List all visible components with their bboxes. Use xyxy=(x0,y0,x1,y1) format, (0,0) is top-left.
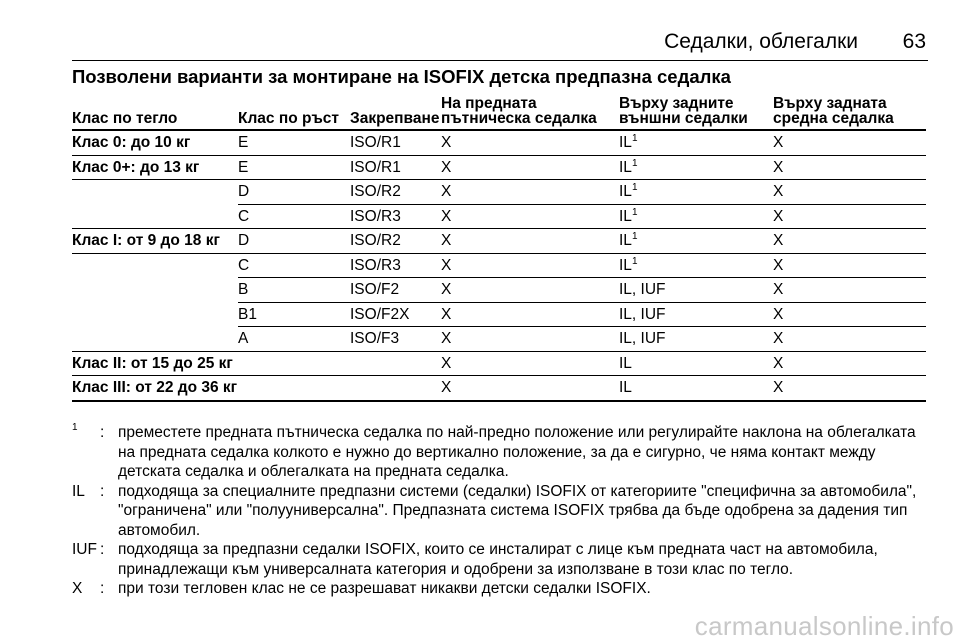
cell-text: X xyxy=(773,207,784,225)
note-item xyxy=(72,579,928,599)
cell-text: X xyxy=(773,158,784,176)
cell-text: IL xyxy=(619,354,632,372)
table-cell xyxy=(441,204,619,229)
table-cell xyxy=(72,253,238,278)
note-colon: : xyxy=(100,541,105,558)
table-cell xyxy=(441,130,619,155)
note-text: подходяща за специалните предпазни системи (седалки) ISOFIX от категориите "специфична за автомобила", "ограничена" или "полууниверсална". Предпазната система ISOFIX трябва да бъде одобрена за дадения тип автомобил. xyxy=(118,482,917,539)
page-number: 63 xyxy=(902,30,926,53)
table-cell xyxy=(773,130,926,155)
footnote-ref: 1 xyxy=(631,255,638,267)
cell-text: IL, IUF xyxy=(619,281,666,299)
table-cell xyxy=(441,155,619,180)
notes xyxy=(72,423,928,599)
cell-text: ISO/R3 xyxy=(350,207,401,225)
table-cell xyxy=(72,327,238,352)
cell-text: ISO/R3 xyxy=(350,256,401,274)
table-cell xyxy=(441,253,619,278)
table-cell xyxy=(72,180,238,205)
table-cell xyxy=(238,180,350,205)
table-cell xyxy=(441,278,619,303)
cell-text: Клас 0: до 10 кг xyxy=(72,134,191,152)
footnote-ref: 1 xyxy=(631,133,638,145)
table-cell xyxy=(619,327,773,352)
table-cell xyxy=(72,376,238,401)
table-cell xyxy=(441,376,619,401)
table-cell xyxy=(441,229,619,254)
table-cell xyxy=(238,204,350,229)
table-row xyxy=(72,351,926,376)
table-cell xyxy=(72,302,238,327)
table-cell xyxy=(72,130,238,155)
chapter-title: Седалки, облегалки xyxy=(664,30,858,53)
cell-text: ISO/F3 xyxy=(350,330,400,348)
table-cell xyxy=(238,130,350,155)
cell-text: ISO/R2 xyxy=(350,232,401,250)
footnote-ref: 1 xyxy=(631,231,638,243)
table-cell xyxy=(350,327,441,352)
cell-text: X xyxy=(441,305,452,323)
table-cell xyxy=(350,302,441,327)
cell-text: A xyxy=(238,330,249,348)
col-header-weight-class: Клас по тегло xyxy=(72,96,238,130)
table-cell xyxy=(773,376,926,401)
note-text: подходяща за предпазни седалки ISOFIX, които се инсталират с лице към предната част на автомобила, принадлежащи към универсалната категория и одобрени за използване в този клас по тегло. xyxy=(118,541,878,578)
table-cell xyxy=(773,180,926,205)
note-item xyxy=(72,423,928,482)
table-cell xyxy=(773,302,926,327)
cell-text: IL, IUF xyxy=(619,305,666,323)
note-colon: : xyxy=(100,482,105,500)
watermark: carmanualsonline.info xyxy=(694,611,954,641)
cell-text: X xyxy=(441,183,452,201)
isofix-table xyxy=(72,96,926,402)
note-key xyxy=(72,423,100,482)
table-cell xyxy=(350,278,441,303)
cell-text: X xyxy=(773,256,784,274)
table-cell xyxy=(350,351,441,376)
table-cell xyxy=(773,278,926,303)
note-colon: : xyxy=(100,580,105,597)
table-cell xyxy=(773,155,926,180)
table-cell xyxy=(619,253,773,278)
table-cell xyxy=(72,204,238,229)
page-header xyxy=(72,30,928,61)
cell-text: X xyxy=(441,134,452,152)
note-item xyxy=(72,540,928,579)
table-cell xyxy=(619,351,773,376)
col-header-size-class: Клас по ръст xyxy=(238,96,350,130)
note-key: IL xyxy=(72,482,85,500)
table-row xyxy=(72,180,926,205)
cell-text: X xyxy=(773,330,784,348)
table-row xyxy=(72,229,926,254)
table-cell xyxy=(350,204,441,229)
note-key-sup: 1 xyxy=(72,422,78,433)
cell-text: X xyxy=(441,207,452,225)
table-cell xyxy=(350,376,441,401)
cell-text: ISO/R1 xyxy=(350,134,401,152)
table-cell xyxy=(238,278,350,303)
table-cell xyxy=(619,278,773,303)
cell-text: IL xyxy=(619,256,632,274)
cell-text: X xyxy=(773,354,784,372)
note-item xyxy=(72,482,928,541)
table-row xyxy=(72,155,926,180)
table-cell xyxy=(619,302,773,327)
table-header-row xyxy=(72,96,926,130)
cell-text: IL xyxy=(619,207,632,225)
col-header-fixture: Закрепване xyxy=(350,96,441,130)
table-cell xyxy=(238,155,350,180)
cell-text: E xyxy=(238,134,249,152)
cell-text: X xyxy=(441,158,452,176)
table-row xyxy=(72,376,926,401)
cell-text: X xyxy=(773,379,784,397)
table-cell xyxy=(238,253,350,278)
cell-text: Клас 0+: до 13 кг xyxy=(72,158,200,176)
table-cell xyxy=(441,180,619,205)
table-cell xyxy=(350,229,441,254)
section-title: Позволени варианти за монтиране на ISOFIX детска предпазна седалка xyxy=(72,66,731,87)
col-header-rear-center: Върху задната средна седалка xyxy=(773,96,926,130)
cell-text: ISO/R1 xyxy=(350,158,401,176)
cell-text: X xyxy=(773,134,784,152)
table-cell xyxy=(619,229,773,254)
table-cell xyxy=(72,351,238,376)
footnote-ref: 1 xyxy=(631,182,638,194)
table-cell xyxy=(773,253,926,278)
cell-text: E xyxy=(238,158,249,176)
cell-text: IL xyxy=(619,379,632,397)
cell-text: Клас III: от 22 до 36 кг xyxy=(72,379,238,397)
cell-text: IL xyxy=(619,158,632,176)
table-cell xyxy=(238,327,350,352)
cell-text: X xyxy=(773,281,784,299)
table-cell xyxy=(619,155,773,180)
cell-text: ISO/F2X xyxy=(350,305,410,323)
table-row xyxy=(72,130,926,155)
table-cell xyxy=(619,180,773,205)
cell-text: C xyxy=(238,207,250,225)
table-cell xyxy=(619,204,773,229)
cell-text: C xyxy=(238,256,250,274)
cell-text: X xyxy=(773,183,784,201)
table-cell xyxy=(350,130,441,155)
cell-text: ISO/R2 xyxy=(350,183,401,201)
cell-text: IL xyxy=(619,232,632,250)
table-row xyxy=(72,278,926,303)
table-cell xyxy=(238,351,350,376)
table-cell xyxy=(350,180,441,205)
table-cell xyxy=(72,278,238,303)
table-cell xyxy=(619,130,773,155)
cell-text: IL xyxy=(619,134,632,152)
table-cell xyxy=(350,253,441,278)
cell-text: X xyxy=(441,232,452,250)
cell-text: IL, IUF xyxy=(619,330,666,348)
table-row xyxy=(72,327,926,352)
table-cell xyxy=(350,155,441,180)
cell-text: X xyxy=(773,305,784,323)
cell-text: B xyxy=(238,281,249,299)
note-key: IUF xyxy=(72,541,97,558)
table-cell xyxy=(441,351,619,376)
note-text: преместете предната пътническа седалка по най-предно положение или регулирайте наклона на облегалката на предната седалка колкото е нужно до вертикално положение, за да е сигурно, че няма контакт между детската седалка и облегалката на предната седалка. xyxy=(118,424,916,480)
cell-text: D xyxy=(238,232,250,250)
footnote-ref: 1 xyxy=(631,157,638,169)
cell-text: X xyxy=(773,232,784,250)
table-cell xyxy=(773,327,926,352)
col-header-rear-outboard: Върху задните външни седалки xyxy=(619,96,773,130)
table-cell xyxy=(773,204,926,229)
table-row xyxy=(72,253,926,278)
cell-text: X xyxy=(441,379,452,397)
table-cell xyxy=(72,229,238,254)
note-key: X xyxy=(72,580,83,597)
table-cell xyxy=(441,327,619,352)
cell-text: X xyxy=(441,354,452,372)
table-cell xyxy=(238,376,350,401)
cell-text: X xyxy=(441,256,452,274)
cell-text: ISO/F2 xyxy=(350,281,400,299)
cell-text: X xyxy=(441,330,452,348)
cell-text: D xyxy=(238,183,250,201)
table-cell xyxy=(773,351,926,376)
cell-text: X xyxy=(441,281,452,299)
note-text: при този тегловен клас не се разрешават никакви детски седалки ISOFIX. xyxy=(118,580,651,597)
table-cell xyxy=(773,229,926,254)
cell-text: IL xyxy=(619,183,632,201)
table-cell xyxy=(238,302,350,327)
cell-text: Клас I: от 9 до 18 кг xyxy=(72,232,220,250)
table-row xyxy=(72,302,926,327)
cell-text: B1 xyxy=(238,305,257,323)
cell-text: Клас II: от 15 до 25 кг xyxy=(72,354,233,372)
table-cell xyxy=(72,155,238,180)
footnote-ref: 1 xyxy=(631,206,638,218)
col-header-front-seat: На предната пътническа седалка xyxy=(441,96,619,130)
note-colon: : xyxy=(100,424,105,441)
table-cell xyxy=(441,302,619,327)
table-cell xyxy=(238,229,350,254)
table-cell xyxy=(619,376,773,401)
table-row xyxy=(72,204,926,229)
